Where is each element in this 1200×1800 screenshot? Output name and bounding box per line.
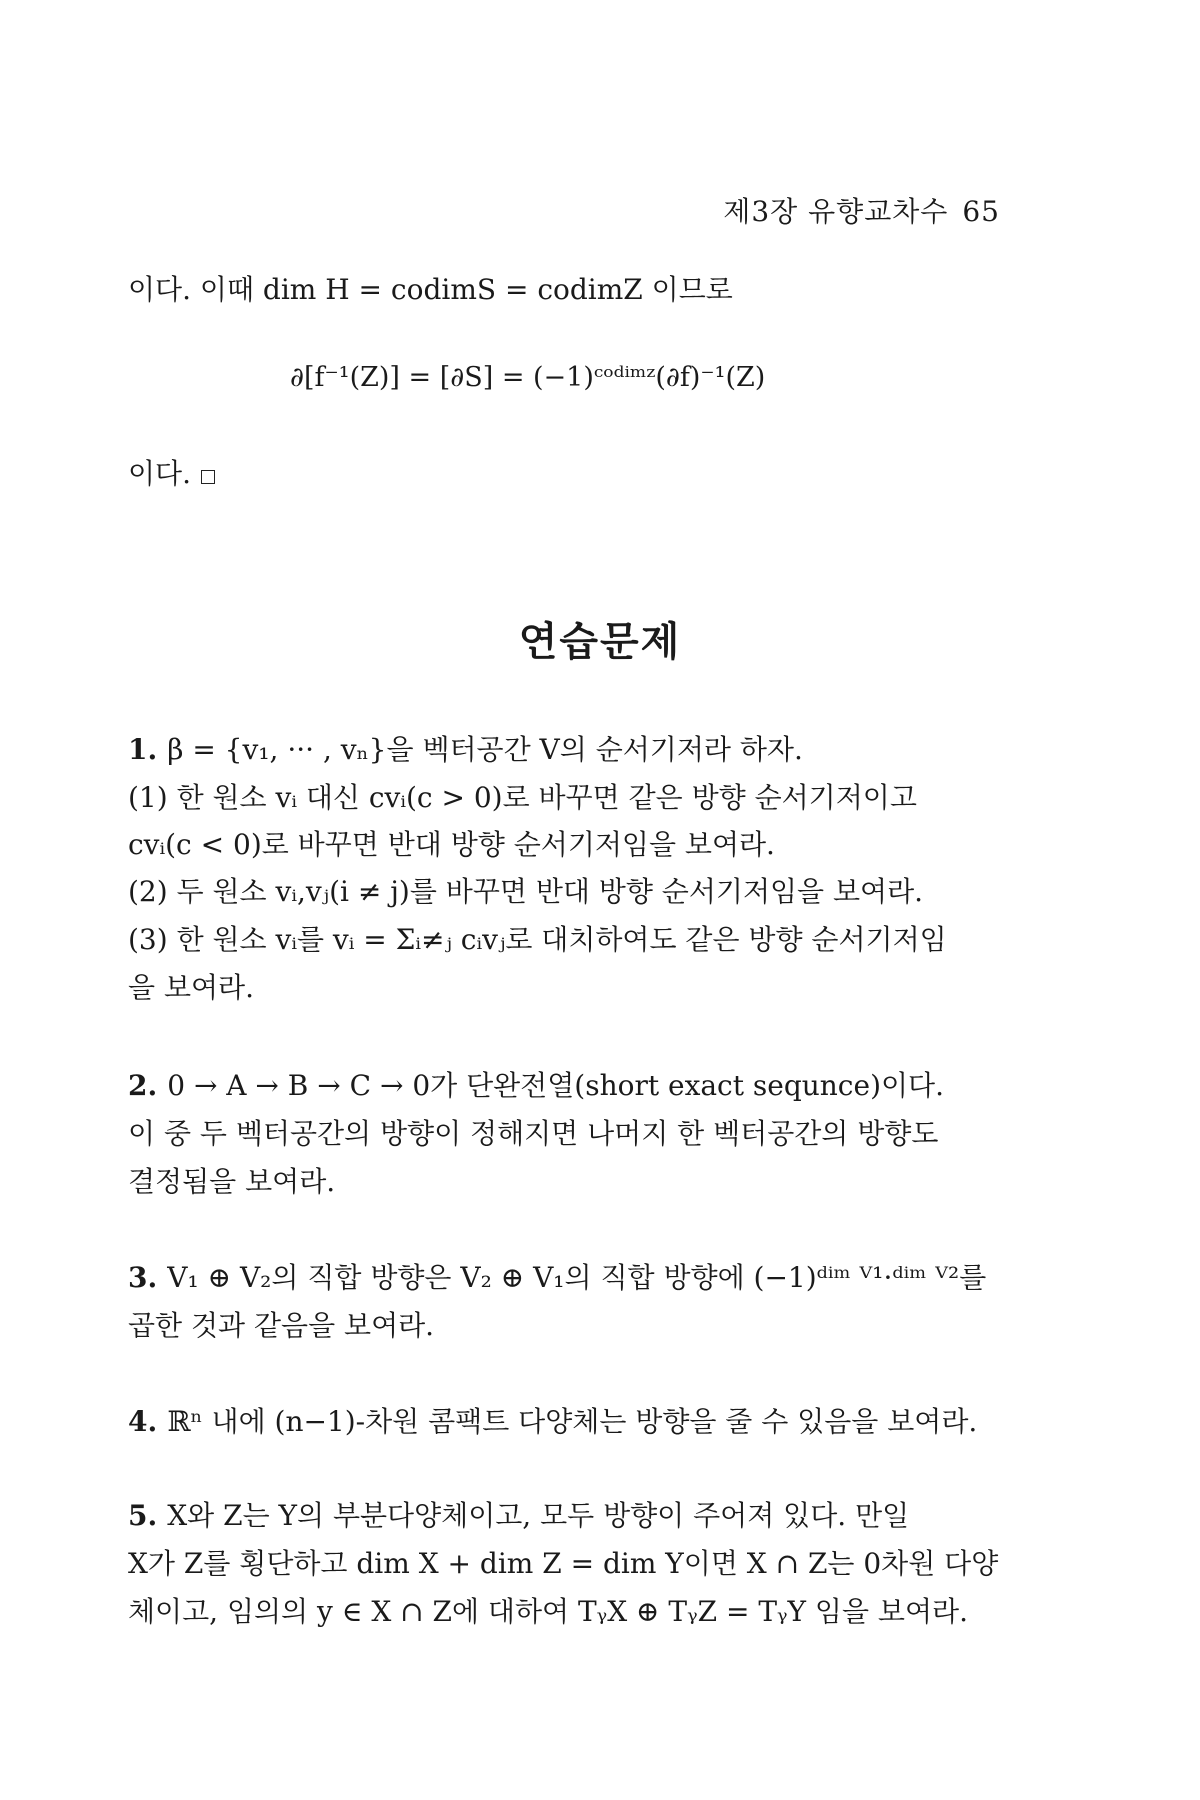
qed-square-icon xyxy=(201,470,215,484)
running-header xyxy=(723,190,1000,230)
exercise-number: 2. xyxy=(128,1069,158,1102)
exercise-text: V₁ ⊕ V₂의 직합 방향은 V₂ ⊕ V₁의 직합 방향에 (−1)ᵈⁱᵐ ⱽ¹·ᵈⁱᵐ ⱽ²를 xyxy=(167,1261,987,1294)
running-title: 제3장 유향교차수 xyxy=(723,195,949,228)
exercise-line: X가 Z를 횡단하고 dim X + dim Z = dim Y이면 X ∩ Z는 0차원 다양 xyxy=(128,1547,999,1580)
exercise-line: (1) 한 원소 vᵢ 대신 cvᵢ(c > 0)로 바꾸면 같은 방향 순서기저이고 xyxy=(128,781,917,814)
exercise-line: 곱한 것과 같음을 보여라. xyxy=(128,1309,435,1342)
exercise-line: 체이고, 임의의 y ∈ X ∩ Z에 대하여 TᵧX ⊕ TᵧZ = TᵧY 임을 보여라. xyxy=(128,1595,968,1628)
exercise-text: ℝⁿ 내에 (n−1)-차원 콤팩트 다양체는 방향을 줄 수 있음을 보여라. xyxy=(167,1405,978,1438)
exercise-line: 을 보여라. xyxy=(128,971,254,1004)
exercise-line: (3) 한 원소 vᵢ를 vᵢ = Σᵢ≠ⱼ cᵢvⱼ로 대치하여도 같은 방향 순서기저임 xyxy=(128,923,947,956)
page-number: 65 xyxy=(962,195,1000,228)
exercise-line: 이 중 두 벡터공간의 방향이 정해지면 나머지 한 벡터공간의 방향도 xyxy=(128,1117,939,1150)
exercise-3-line xyxy=(128,1256,1008,1296)
display-equation: ∂[f⁻¹(Z)] = [∂S] = (−1)ᶜᵒᵈⁱᵐᶻ(∂f)⁻¹(Z) xyxy=(290,362,766,393)
exercise-text: X와 Z는 Y의 부분다양체이고, 모두 방향이 주어져 있다. 만일 xyxy=(167,1499,910,1532)
exercise-line: (2) 두 원소 vᵢ,vⱼ(i ≠ j)를 바꾸면 반대 방향 순서기저임을 보여라. xyxy=(128,875,924,908)
exercise-text: 0 → A → B → C → 0가 단완전열(short exact sequnce)이다. xyxy=(167,1069,944,1102)
exercise-5-line xyxy=(128,1494,1008,1534)
body-text: 이다. xyxy=(128,457,191,490)
body-line: 이다. 이때 dim H = codimS = codimZ 이므로 xyxy=(128,273,733,306)
exercise-text: β = {v₁, ··· , vₙ}을 벡터공간 V의 순서기저라 하자. xyxy=(167,733,803,766)
exercise-line: cvᵢ(c < 0)로 바꾸면 반대 방향 순서기저임을 보여라. xyxy=(128,828,775,861)
exercise-4-line xyxy=(128,1400,1008,1440)
exercise-line: 결정됨을 보여라. xyxy=(128,1165,336,1198)
exercise-1-line xyxy=(128,728,1008,768)
section-title: 연습문제 xyxy=(518,618,682,665)
exercise-number: 4. xyxy=(128,1405,158,1438)
body-line-qed xyxy=(128,452,1008,492)
exercise-number: 3. xyxy=(128,1261,158,1294)
exercise-number: 5. xyxy=(128,1499,158,1532)
exercise-2-line xyxy=(128,1064,1008,1104)
exercise-number: 1. xyxy=(128,733,158,766)
